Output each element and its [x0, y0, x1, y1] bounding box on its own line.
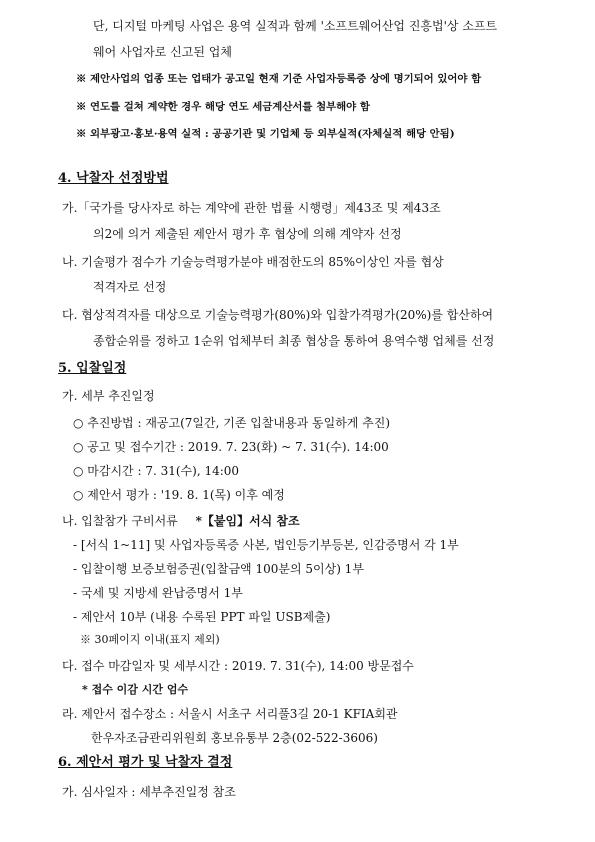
intro-line-1: 단, 디지털 마케팅 사업은 용역 실적과 함께 '소프트웨어산업 진흥법'상 소프트 — [93, 19, 498, 33]
section-4-item-da-line-1: 다. 협상적격자를 대상으로 기술능력평가(80%)와 입찰가격평가(20%)를 합산하여 — [62, 308, 494, 322]
schedule-method: ○ 추진방법 : 재공고(7일간, 기존 입찰내용과 동일하게 추진) — [73, 416, 391, 430]
section-5-item-ra-line-2: 한우자조금관리위원회 홍보유통부 2층(02-522-3606) — [91, 731, 378, 745]
section-4-item-na-line-2: 적격자로 선정 — [93, 280, 167, 294]
section-4-item-na-line-1: 나. 기술평가 점수가 기술능력평가분야 배점한도의 85%이상인 자를 협상 — [62, 255, 444, 269]
note-business-type: ※ 제안사업의 업종 또는 업태가 공고일 현재 기준 사업자등록증 상에 명기되어 있어야 함 — [76, 73, 482, 85]
schedule-evaluation: ○ 제안서 평가 : '19. 8. 1(목) 이후 예정 — [73, 488, 285, 502]
schedule-period: ○ 공고 및 접수기간 : 2019. 7. 23(화) ~ 7. 31(수). 14:00 — [73, 440, 389, 454]
doc-guarantee-insurance: - 입찰이행 보증보험증권(입찰금액 100분의 5이상) 1부 — [73, 562, 364, 576]
section-5-item-ga: 가. 세부 추진일정 — [62, 389, 155, 403]
schedule-deadline: ○ 마감시간 : 7. 31(수), 14:00 — [73, 464, 240, 478]
section-6-heading: 6. 제안서 평가 및 낙찰자 결정 — [58, 755, 233, 770]
intro-line-2: 웨어 사업자로 신고된 업체 — [93, 45, 232, 59]
deadline-warning: * 접수 이감 시간 엄수 — [82, 683, 189, 696]
doc-page-limit-note: ※ 30페이지 이내(표지 제외) — [80, 633, 220, 646]
note-external-record: ※ 외부광고·홍보·용역 실적 : 공공기관 및 기업체 등 외부실적(자체실적 해당 안됨) — [76, 128, 455, 140]
note-tax-invoice: ※ 연도를 걸쳐 계약한 경우 해당 연도 세금계산서를 첨부해야 함 — [76, 101, 370, 113]
attachment-reference: *【붙임】서식 참조 — [195, 514, 300, 528]
section-5-item-da: 다. 접수 마감일자 및 세부시간 : 2019. 7. 31(수), 14:00 방문접수 — [62, 659, 414, 673]
section-4-item-da-line-2: 종합순위를 정하고 1순위 업체부터 최종 협상을 통하여 용역수행 업체를 선정 — [93, 334, 495, 348]
section-4-item-ga-line-2: 의2에 의거 제출된 제안서 평가 후 협상에 의해 계약자 선정 — [93, 227, 402, 241]
doc-proposal: - 제안서 10부 (내용 수록된 PPT 파일 USB제출) — [73, 610, 331, 624]
required-docs-label: 나. 입찰참가 구비서류 — [62, 514, 178, 528]
section-4-item-ga-line-1: 가.「국가를 당사자로 하는 계약에 관한 법률 시행령」제43조 및 제43조 — [62, 201, 441, 215]
section-6-item-ga: 가. 심사일자 : 세부추진일정 참조 — [62, 785, 236, 799]
section-5-item-ra-line-1: 라. 제안서 접수장소 : 서울시 서초구 서리풀3길 20-1 KFIA회관 — [62, 707, 398, 721]
section-4-heading: 4. 낙찰자 선정방법 — [58, 171, 169, 186]
doc-forms: - [서식 1~11] 및 사업자등록증 사본, 법인등기부등본, 인감증명서 각 1부 — [73, 538, 459, 552]
section-5-item-na — [62, 515, 300, 527]
section-5-heading: 5. 입찰일정 — [58, 361, 127, 376]
doc-tax-certificate: - 국세 및 지방세 완납증명서 1부 — [73, 586, 243, 600]
